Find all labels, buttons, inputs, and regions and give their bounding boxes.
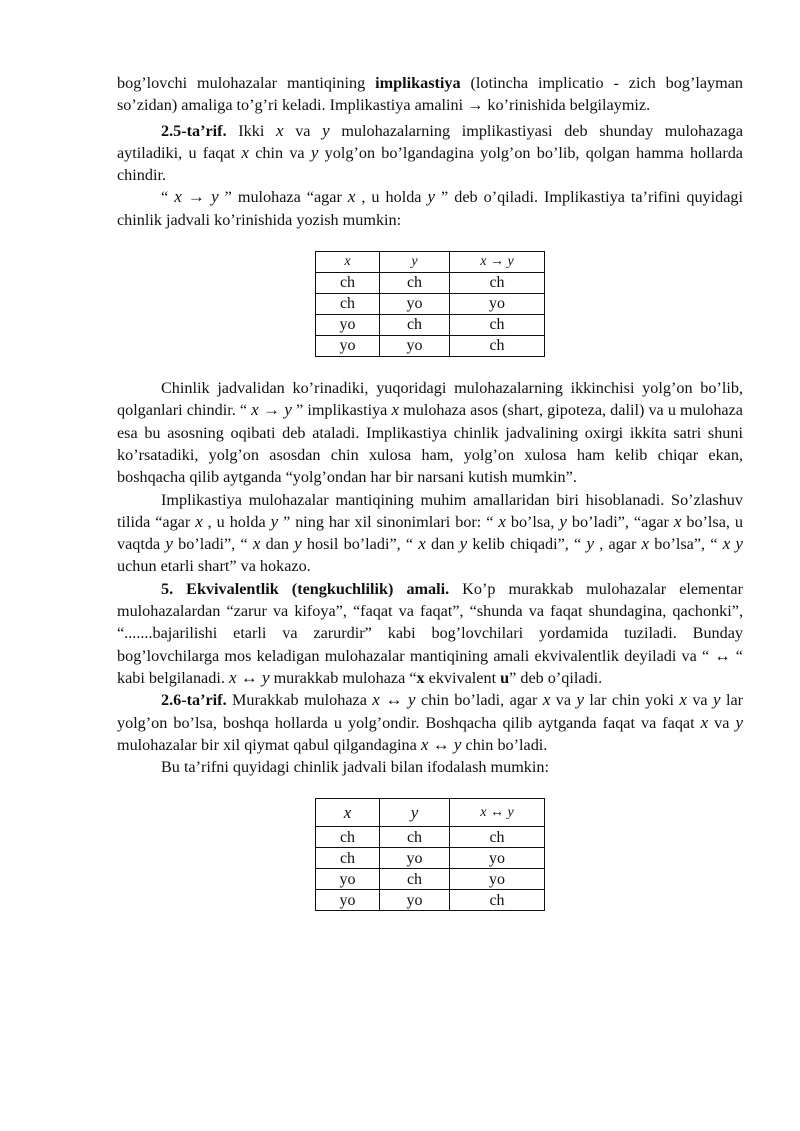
text: ekvivalent xyxy=(424,668,501,687)
text: chin bo’ladi. xyxy=(461,735,548,754)
table-cell: yo xyxy=(316,336,380,357)
text: hosil bo’ladi”, “ xyxy=(301,535,419,554)
table-row xyxy=(316,890,545,911)
table-cell: ch xyxy=(450,827,545,848)
text: chin bo’ladi, agar xyxy=(415,691,543,710)
text: Ko’p murakkab mulohazalar elementar mulohazalardan “zarur va kifoya”, “faqat va faqat”, “shunda va faqat shundagina, qachonki”, “.......bajarilishi etarli va zarurdir” kabi bog’lovchilari yordamida tuziladi. Bunday bog’lovchilarga mos keladigan mulohazalar mantiqining amali ekvivalentlik deyiladi va “ xyxy=(117,579,743,665)
var-y: y xyxy=(576,690,585,710)
text: (lotincha implicatio - zich bog’layman so’zidan) amaliga to’g’ri keladi. Implikastiya amalini xyxy=(117,74,743,115)
var-y: y xyxy=(165,534,173,554)
table-cell: ch xyxy=(380,273,450,294)
table-cell: ch xyxy=(380,315,450,336)
var-y: y xyxy=(713,690,721,710)
paragraph-reading xyxy=(117,186,743,231)
table-cell: ch xyxy=(450,315,545,336)
text: mulohazalar bir xil qiymat qabul qilgandagina xyxy=(117,735,421,754)
definition-label: 2.5-ta’rif. xyxy=(161,121,227,140)
text: ” implikastiya xyxy=(291,401,392,420)
var-x: x xyxy=(700,712,709,732)
text: murakkab mulohaza “ xyxy=(269,668,417,687)
text: Ikki xyxy=(226,121,276,140)
table-cell: ch xyxy=(316,848,380,869)
var-y: y xyxy=(586,534,595,554)
table-row xyxy=(316,294,545,315)
text: ” deb o’qiladi. Implikastiya ta’rifini quyidagi chinlik jadvali ko’rinishida yozish mumkin: xyxy=(117,188,744,229)
implication-symbol: → xyxy=(467,96,484,115)
var-y: y xyxy=(735,712,744,732)
text: dan xyxy=(425,535,460,554)
text: dan xyxy=(260,535,295,554)
var-x: x xyxy=(722,534,731,554)
var-y: y xyxy=(270,511,279,531)
paragraph-implication-intro xyxy=(117,72,743,117)
var-y: y xyxy=(735,534,744,554)
text: , u holda xyxy=(355,188,428,207)
text: mulohaza asos (shart, gipoteza, dalil) va u mulohaza esa bu asosning oqibati deb ataladi. Implikastiya chinlik jadvalining oxirgi ikkita satri shuni ko’rsatadiki, yolg’on asosdan chin xulosa ham, yolg’on xulosa ham kelib chiqar ekan, boshqacha qilib aytganda “yolg’ondan har bir narsani kutish mumkin”. xyxy=(117,401,743,487)
table-cell: yo xyxy=(450,869,545,890)
bold-u: u xyxy=(500,668,510,687)
var-y: y xyxy=(322,120,330,140)
var-y: y xyxy=(459,534,468,554)
text: ko’rinishida belgilaymiz. xyxy=(483,96,651,115)
column-header: x → y xyxy=(450,252,545,273)
text: bo’lsa, xyxy=(505,512,560,531)
text: , agar xyxy=(594,535,642,554)
var-x: x xyxy=(276,120,284,140)
table-cell: ch xyxy=(380,827,450,848)
var-x: x xyxy=(418,534,426,554)
table-cell: yo xyxy=(380,890,450,911)
var-x: x xyxy=(391,400,400,420)
table-cell: ch xyxy=(450,273,545,294)
text: , u holda xyxy=(202,512,271,531)
var-y: y xyxy=(559,511,567,531)
text: lar chin yoki xyxy=(584,691,680,710)
section-heading: 5. Ekvivalentlik (tengkuchlilik) amali. xyxy=(161,579,450,598)
definition-2-6 xyxy=(117,689,743,756)
table-cell: yo xyxy=(380,336,450,357)
formula-x-equiv-y: x ↔ y xyxy=(372,690,416,710)
text: ” ning har xil sinonimlari bor: “ xyxy=(278,512,499,531)
equivalence-symbol: ↔ xyxy=(714,646,731,665)
definition-2-5 xyxy=(117,120,743,187)
table-row xyxy=(316,273,545,294)
table-cell: yo xyxy=(316,890,380,911)
table-cell: yo xyxy=(450,294,545,315)
table-cell: yo xyxy=(316,315,380,336)
paragraph-table-intro: Bu ta’rifni quyidagi chinlik jadvali bilan ifodalash mumkin: xyxy=(161,758,549,777)
column-header: x ↔ y xyxy=(450,799,545,827)
column-header: x xyxy=(316,799,380,827)
table-row xyxy=(316,869,545,890)
table-header-row xyxy=(316,799,545,827)
text: bo’lsa”, “ xyxy=(649,535,723,554)
table-cell: ch xyxy=(316,273,380,294)
bold-x: x xyxy=(416,668,425,687)
table-row xyxy=(316,315,545,336)
column-header: y xyxy=(380,799,450,827)
term-implication: implikastiya xyxy=(375,74,461,92)
text: mulohazalarning implikastiyasi deb shunday mulohazaga aytiladiki, u faqat xyxy=(117,121,744,162)
table-cell: ch xyxy=(316,294,380,315)
text: yolg’on bo’lgandagina yolg’on bo’lib, qolgan hamma hollarda chindir. xyxy=(117,143,743,185)
var-x: x xyxy=(673,511,682,531)
text: va xyxy=(686,691,714,710)
table-cell: ch xyxy=(450,336,545,357)
formula-x-implies-y: x → y xyxy=(251,400,292,420)
var-y: y xyxy=(427,187,436,207)
table-cell: ch xyxy=(316,827,380,848)
text: va xyxy=(550,691,577,710)
text: ” mulohaza “agar xyxy=(218,188,348,207)
definition-label: 2.6-ta’rif. xyxy=(161,691,227,710)
table-cell: yo xyxy=(380,294,450,315)
table-row xyxy=(316,848,545,869)
table-header-row xyxy=(316,252,545,273)
truth-table-equivalence xyxy=(315,798,545,911)
table-row xyxy=(316,827,545,848)
text: “ xyxy=(161,188,175,207)
table-cell: yo xyxy=(380,848,450,869)
column-header: y xyxy=(380,252,450,273)
text: ” deb o’qiladi. xyxy=(509,668,603,687)
paragraph-synonyms xyxy=(117,489,743,578)
table-row xyxy=(316,336,545,357)
text: bog’lovchi mulohazalar mantiqining xyxy=(117,74,376,92)
var-x: x xyxy=(241,142,249,162)
table-cell: ch xyxy=(450,890,545,911)
text: bo’ladi”, “agar xyxy=(566,512,674,531)
formula-x-implies-y: x → y xyxy=(174,187,219,207)
formula-x-equiv-y: x ↔ y xyxy=(228,667,270,687)
text: “ kabi belgilanadi. xyxy=(117,646,743,687)
text: kelib chiqadi”, “ xyxy=(467,535,587,554)
formula-x-equiv-y: x ↔ y xyxy=(420,734,462,754)
text: va xyxy=(708,713,736,732)
text: uchun etarli shart” va hokazo. xyxy=(117,557,311,576)
var-y: y xyxy=(294,534,302,554)
var-x: x xyxy=(252,534,261,554)
text: bo’ladi”, “ xyxy=(172,535,253,554)
document-page xyxy=(117,72,743,911)
table-cell: yo xyxy=(450,848,545,869)
var-x: x xyxy=(195,511,203,531)
text: bo’lsa, u vaqtda xyxy=(117,512,743,554)
text: Murakkab mulohaza xyxy=(226,691,373,710)
paragraph-table-explanation xyxy=(117,377,743,488)
column-header: x xyxy=(316,252,380,273)
truth-table-implication xyxy=(315,251,545,357)
var-x: x xyxy=(542,690,551,710)
text: Implikastiya mulohazalar mantiqining muhim amallaridan biri hisoblanadi. So’zlashuv tilida “agar xyxy=(117,490,743,531)
var-y: y xyxy=(310,142,319,162)
var-x: x xyxy=(498,511,506,531)
var-x: x xyxy=(679,690,687,710)
var-x: x xyxy=(641,534,650,554)
text: lar yolg’on bo’lsa, boshqa hollarda u yolg’ondir. Boshqacha qilib aytganda faqat va faqat xyxy=(117,691,744,732)
text: va xyxy=(283,121,323,140)
paragraph-equivalence xyxy=(117,578,743,689)
text: chin va xyxy=(248,143,311,162)
var-x: x xyxy=(347,187,356,207)
table-cell: ch xyxy=(380,869,450,890)
table-cell: yo xyxy=(316,869,380,890)
text: Chinlik jadvalidan ko’rinadiki, yuqoridagi mulohazalarning ikkinchisi yolg’on bo’lib, qolganlari chindir. “ xyxy=(117,379,743,420)
